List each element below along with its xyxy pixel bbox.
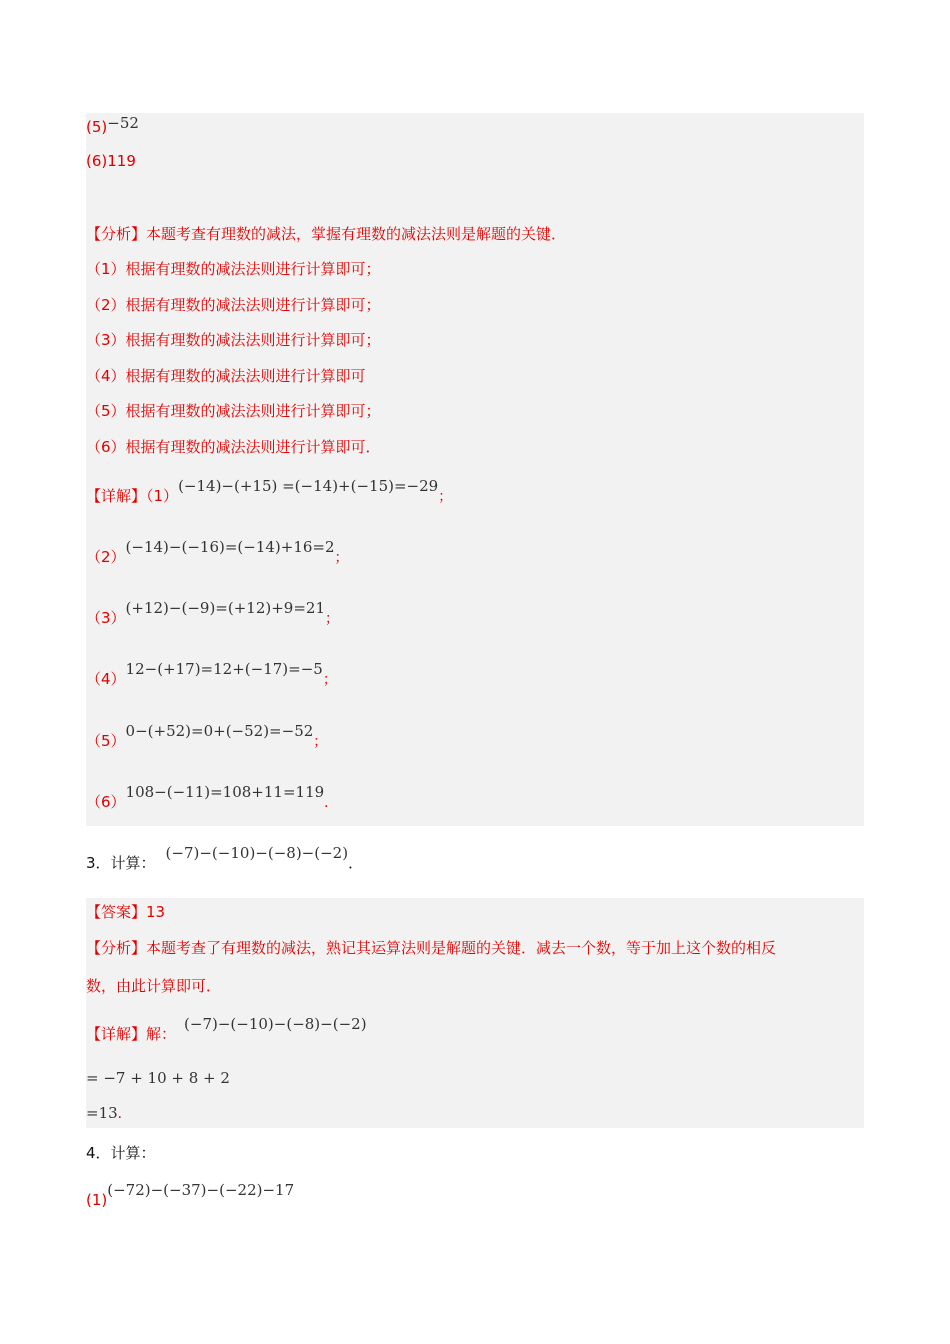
q3-analysis-text: 本题考查了有理数的减法，熟记其运算法则是解题的关键．减去一个数，等于加上这个数的相反: [146, 939, 777, 957]
q3-answer-tag: 【答案】: [86, 903, 147, 921]
q3-detail-step-3: [86, 1103, 132, 1124]
q3-analysis-tag: 【分析】: [86, 939, 147, 957]
detail-step-3-formula: (+12)−(−9)=(+12)+9=21: [125, 599, 325, 617]
detail-step-2-label: （2）: [86, 548, 126, 566]
detail-step-1-label: （1）: [146, 487, 179, 505]
detail-step-2-formula: (−14)−(−16)=(−14)+16=2: [125, 538, 335, 556]
solution-box-3: [86, 898, 864, 1128]
detail-step-5-label: （5）: [86, 732, 126, 750]
question-3: [86, 844, 364, 873]
detail-step-5: [86, 722, 328, 752]
q3-answer-value: 13: [146, 903, 166, 921]
q3-detail-formula: (−7)−(−10)−(−8)−(−2): [184, 1015, 367, 1033]
detail-step-5-formula: 0−(+52)=0+(−52)=−52: [125, 722, 314, 740]
q3-detail-lead: 解：: [146, 1025, 177, 1043]
detail-step-4: [86, 660, 337, 690]
question-3-end: ．: [348, 854, 364, 872]
detail-step-6-label: （6）: [86, 793, 126, 811]
analysis-text: 本题考查有理数的减法，掌握有理数的减法法则是解题的关键．: [146, 225, 567, 243]
detail-step-6-formula: 108−(−11)=108+11=119: [125, 783, 325, 801]
analysis-item-1: （1）根据有理数的减法法则进行计算即可；: [86, 260, 381, 278]
answer-6: (6)119: [86, 152, 136, 170]
answer-5: [86, 114, 139, 137]
detail-tag: 【详解】: [86, 487, 147, 505]
detail-step-4-end: ；: [322, 672, 337, 688]
detail-step-5-end: ；: [313, 734, 328, 750]
solution-box-2: [86, 113, 864, 826]
answer-5-value: −52: [107, 114, 139, 132]
detail-step-6: [86, 783, 339, 813]
question-4-sub-1-label: (1): [86, 1191, 108, 1209]
analysis-heading: [86, 224, 566, 244]
detail-step-4-formula: 12−(+17)=12+(−17)=−5: [125, 660, 323, 678]
analysis-item-5: （5）根据有理数的减法法则进行计算即可；: [86, 402, 381, 420]
detail-step-6-end: ．: [324, 795, 339, 811]
question-4: 4．计算：: [86, 1144, 156, 1162]
question-4-sub-1-formula: (−72)−(−37)−(−22)−17: [107, 1181, 295, 1199]
q3-answer: [86, 902, 165, 922]
q3-detail-tag: 【详解】: [86, 1025, 147, 1043]
question-3-formula: (−7)−(−10)−(−8)−(−2): [165, 844, 349, 862]
detail-step-3-label: （3）: [86, 609, 126, 627]
question-3-label: 3．计算：: [86, 854, 156, 872]
analysis-item-3: （3）根据有理数的减法法则进行计算即可；: [86, 331, 381, 349]
detail-step-1-end: ；: [438, 489, 453, 505]
q3-detail-result: =13: [86, 1104, 118, 1122]
answer-5-label: (5): [86, 118, 108, 136]
analysis-item-2: （2）根据有理数的减法法则进行计算即可；: [86, 296, 381, 314]
analysis-item-4: （4）根据有理数的减法法则进行计算即可: [86, 367, 366, 385]
detail-step-1-formula: (−14)−(+15) =(−14)+(−15)=−29: [178, 477, 439, 495]
analysis-tag: 【分析】: [86, 225, 147, 243]
q3-detail-step-2: = −7 + 10 + 8 + 2: [86, 1069, 230, 1087]
detail-step-3-end: ；: [325, 611, 339, 627]
detail-step-2: [86, 538, 349, 568]
q3-analysis-line-2: 数，由此计算即可．: [86, 977, 222, 995]
analysis-item-6: （6）根据有理数的减法法则进行计算即可．: [86, 438, 381, 456]
detail-step-1: [86, 477, 453, 507]
detail-step-4-label: （4）: [86, 670, 126, 688]
detail-step-3: [86, 599, 339, 629]
detail-step-2-end: ；: [334, 550, 349, 566]
q3-detail: [86, 1015, 367, 1044]
question-4-sub-1: [86, 1181, 295, 1210]
q3-detail-end: ．: [117, 1106, 132, 1122]
q3-analysis-line-1: [86, 938, 776, 958]
